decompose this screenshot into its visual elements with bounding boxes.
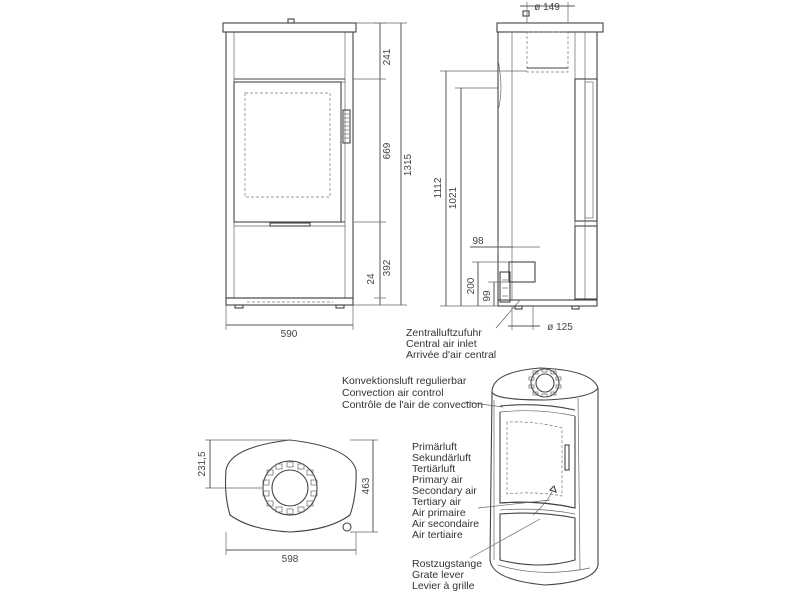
- dim-flue-height-2: 1021: [448, 186, 459, 210]
- air-label-7: Air primaire: [412, 507, 466, 519]
- front-top-knob: [288, 19, 294, 23]
- perspective-view: [490, 368, 598, 585]
- perspective-body: [490, 388, 598, 585]
- front-glass: [245, 93, 330, 197]
- dim-plan-offset: 231,5: [197, 451, 208, 477]
- air-labels: [412, 441, 479, 541]
- plan-outline: [226, 440, 357, 532]
- plan-view: [197, 440, 378, 565]
- side-view: [433, 2, 603, 333]
- air-label-6: Tertiary air: [412, 496, 462, 508]
- grate-labels: [412, 558, 482, 592]
- air-label-4: Primary air: [412, 474, 463, 486]
- convection-label-de: Konvektionsluft regulierbar: [342, 375, 467, 387]
- dim-flue-diameter: ø 149: [534, 2, 560, 13]
- central-air-label-en: Central air inlet: [406, 338, 477, 350]
- dim-flue-height: 1112: [433, 177, 444, 199]
- perspective-handle: [565, 445, 569, 470]
- perspective-top: [492, 368, 598, 400]
- air-label-5: Secondary air: [412, 485, 477, 497]
- dim-top-offset: 241: [382, 48, 393, 66]
- grate-label-fr: Levier à grille: [412, 580, 475, 592]
- perspective-glass: [507, 422, 562, 496]
- grate-label-en: Grate lever: [412, 569, 464, 581]
- convection-label-fr: Contrôle de l'air de convection: [342, 399, 483, 411]
- central-air-label-fr: Arrivée d'air central: [406, 349, 497, 361]
- dim-total-height: 1315: [403, 153, 414, 177]
- plan-flue-ring: [263, 461, 317, 515]
- front-door: [234, 82, 341, 222]
- dim-side-offset: 98: [472, 236, 484, 247]
- air-label-8: Air secondaire: [412, 518, 480, 530]
- dim-inlet-height: 200: [466, 277, 477, 295]
- dim-foot: 24: [366, 273, 377, 285]
- front-plinth: [226, 298, 353, 305]
- dim-inlet-diameter: ø 125: [547, 322, 573, 333]
- side-air-inlet: [509, 262, 535, 282]
- air-label-9: Air tertiaire: [412, 529, 463, 541]
- dim-inlet-offset: 99: [482, 290, 493, 302]
- front-top-cap: [223, 23, 356, 32]
- dim-plan-depth: 463: [361, 477, 372, 495]
- convection-label-en: Convection air control: [342, 387, 444, 399]
- convection-label: [342, 375, 483, 411]
- plan-knob: [343, 523, 351, 531]
- side-top-cap: [497, 23, 603, 32]
- air-label-3: Tertiärluft: [412, 463, 456, 475]
- dim-door-height: 669: [382, 142, 393, 160]
- air-label-1: Primärluft: [412, 441, 457, 453]
- central-air-label-de: Zentralluftzufuhr: [406, 327, 482, 339]
- dim-width: 590: [280, 329, 298, 340]
- dim-lower-section: 392: [382, 259, 393, 277]
- side-flue-pipe: [527, 32, 568, 72]
- central-air-label: [406, 327, 496, 361]
- air-label-2: Sekundärluft: [412, 452, 471, 464]
- grate-label-de: Rostzugstange: [412, 558, 483, 570]
- front-view: [223, 19, 414, 340]
- dim-plan-width: 598: [281, 554, 299, 565]
- perspective-ring-holes: [529, 369, 561, 397]
